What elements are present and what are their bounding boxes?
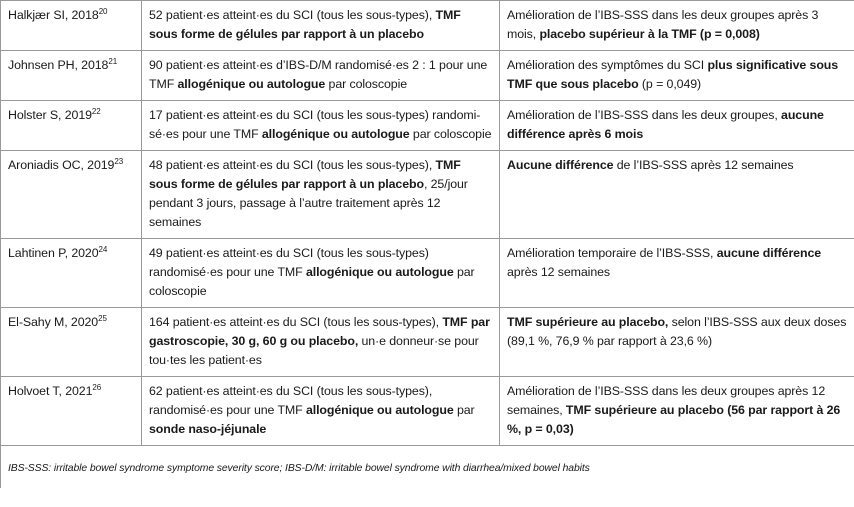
study-result [500, 101, 854, 151]
study-design-text: 164 patient·es atteint·es du SCI (tous les sous-types), [149, 315, 443, 329]
table-row [1, 377, 854, 446]
study-design-text: 52 patient·es atteint·es du SCI (tous les sous-types), [149, 8, 436, 22]
footnote-row [1, 446, 854, 489]
study-author: El-Sahy M, 2020 [8, 315, 99, 329]
study-design-text: 49 patient·es atteint·es du SCI (tous les sous-types) randomisé·es pour une TMF [149, 246, 429, 279]
study-design-text: 90 patient·es atteint·es d’IBS-D/M randomisé·es 2 : 1 pour une TMF [149, 58, 488, 91]
study-result-text: TMF supérieure au placebo (56 par rapport à 26 %, p = 0,03) [507, 403, 841, 436]
reference-number: 23 [114, 157, 124, 166]
footnote: IBS-SSS: irritable bowel syndrome symptome severity score; IBS-D/M: irritable bowel syndrome with diarrhea/mixed bowel habits [1, 446, 854, 489]
study-result [500, 1, 854, 51]
reference-number: 20 [98, 7, 108, 16]
table-row [1, 239, 854, 308]
study-result [500, 308, 854, 377]
study-author: Aroniadis OC, 2019 [8, 158, 115, 172]
study-design [142, 239, 500, 308]
study-design-text: allogénique ou autologue [305, 265, 454, 279]
study-author-cell [1, 101, 142, 151]
reference-number: 22 [91, 107, 101, 116]
table-row [1, 151, 854, 239]
study-result-text: Amélioration de l’IBS-SSS dans les deux groupes après 3 mois, [507, 8, 819, 41]
study-result-text: de l’IBS-SSS après 12 semaines [613, 158, 794, 172]
table-row [1, 101, 854, 151]
study-result [500, 377, 854, 446]
reference-number: 25 [98, 314, 107, 323]
study-design [142, 51, 500, 101]
table-row [1, 308, 854, 377]
study-author: Holster S, 2019 [8, 108, 92, 122]
study-design-text: allogénique ou autologue [305, 403, 454, 417]
study-design [142, 151, 500, 239]
table-row [1, 1, 854, 51]
study-design-text: allogénique ou autologue [261, 127, 410, 141]
study-design-text: TMF par gastroscopie, 30 g, 60 g ou placebo, [149, 315, 490, 348]
study-design-text: 17 patient·es atteint·es du SCI (tous les sous-types) randomi-sé·es pour une TMF [149, 108, 481, 141]
study-design-text: par coloscopie [149, 265, 475, 298]
study-author-cell [1, 51, 142, 101]
study-result-text: Amélioration de l’IBS-SSS dans les deux groupes, [507, 108, 782, 122]
study-author-cell [1, 151, 142, 239]
study-design [142, 377, 500, 446]
study-author-cell [1, 308, 142, 377]
reference-number: 26 [92, 383, 102, 392]
study-result-text: (p = 0,049) [638, 77, 702, 91]
study-result-text: aucune différence [716, 246, 822, 260]
study-design-text: , 25/jour pendant 3 jours, passage à l’autre traitement après 12 semaines [149, 177, 468, 229]
study-design-text: allogénique ou autologue [177, 77, 326, 91]
study-author-cell [1, 239, 142, 308]
study-author: Lahtinen P, 2020 [8, 246, 99, 260]
study-design-text: TMF sous forme de gélules par rapport à un placebo [149, 158, 461, 191]
study-author-cell [1, 1, 142, 51]
study-design-text: 48 patient·es atteint·es du SCI (tous les sous-types), [149, 158, 436, 172]
study-result-text: selon l’IBS-SSS aux deux doses (89,1 %, 76,9 % par rapport à 23,6 %) [507, 315, 847, 348]
table-body [1, 1, 854, 446]
study-design-text: par [453, 403, 475, 417]
table-row [1, 51, 854, 101]
study-result-text: plus significative sous TMF que sous placebo [507, 58, 839, 91]
study-result-text: Amélioration des symptômes du SCI [507, 58, 708, 72]
reference-number: 24 [98, 245, 108, 254]
study-design [142, 101, 500, 151]
study-result-text: Amélioration de l’IBS-SSS dans les deux groupes après 12 semaines, [507, 384, 826, 417]
study-result [500, 51, 854, 101]
study-design-text: par coloscopie [409, 127, 492, 141]
study-design [142, 308, 500, 377]
study-result [500, 239, 854, 308]
study-result-text: aucune différence après 6 mois [507, 108, 824, 141]
study-author: Johnsen PH, 2018 [8, 58, 109, 72]
study-result [500, 151, 854, 239]
study-author: Holvoet T, 2021 [8, 384, 93, 398]
study-result-text: TMF supérieure au placebo, [507, 315, 669, 329]
study-design-text: sonde naso-jéjunale [149, 422, 267, 436]
study-result-text: placebo supérieur à la TMF (p = 0,008) [539, 27, 760, 41]
study-design [142, 1, 500, 51]
study-design-text: un·e donneur·se pour tou·tes les patient·es [149, 334, 479, 367]
study-author-cell [1, 377, 142, 446]
study-design-text: TMF sous forme de gélules par rapport à un placebo [149, 8, 461, 41]
study-design-text: par coloscopie [325, 77, 408, 91]
study-result-text: Amélioration temporaire de l’IBS-SSS, [507, 246, 717, 260]
study-design-text: 62 patient·es atteint·es du SCI (tous les sous-types), randomisé·es pour une TMF [149, 384, 433, 417]
study-author: Halkjær SI, 2018 [8, 8, 99, 22]
study-result-text: Aucune différence [507, 158, 614, 172]
reference-number: 21 [108, 57, 118, 66]
study-result-text: après 12 semaines [507, 265, 610, 279]
